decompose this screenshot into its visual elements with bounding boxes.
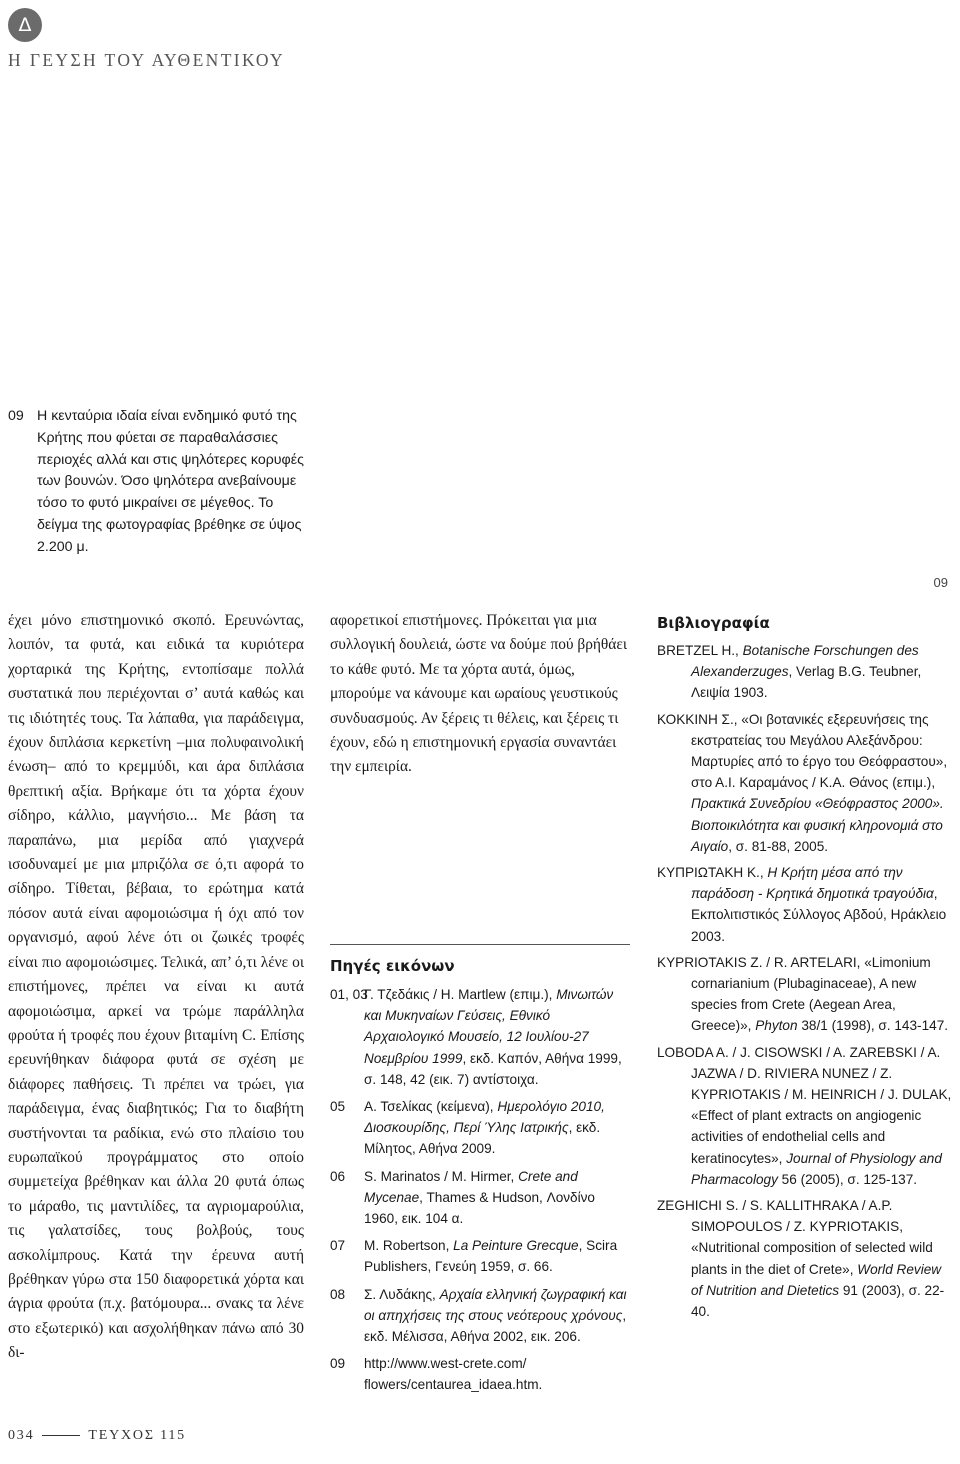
image-caption bbox=[8, 406, 308, 559]
bib-title: Journal of Physiology and Pharmacology bbox=[691, 1150, 942, 1187]
bib-author: ZEGHICHI S. / S. KALLITHRAKA / A.P. SIMOPOULOS / Z. KYPRIOTAKIS, «Nutritional composition of selected wild plants in the diet of Crete», bbox=[657, 1198, 933, 1277]
bib-title: Botanische Forschungen des Alexanderzuges bbox=[691, 643, 919, 680]
source-author: Γ. Τζεδάκις / Η. Martlew (επιμ.), bbox=[364, 987, 553, 1002]
source-title: Ημερολόγιο 2010, Διοσκουρίδης, Περί Ύλης Ιατρικής bbox=[364, 1099, 605, 1136]
source-title: Αρχαία ελληνική ζωγραφική και οι απηχήσεις της στους νεότερους χρόνους bbox=[364, 1286, 627, 1323]
issue-label: ΤΕΥΧΟΣ 115 bbox=[88, 1428, 186, 1443]
source-item bbox=[330, 1235, 630, 1277]
page-number: 034 bbox=[8, 1428, 35, 1443]
source-author: Σ. Λυδάκης, bbox=[364, 1286, 436, 1302]
source-number: 06 bbox=[330, 1168, 346, 1184]
caption-number: 09 bbox=[8, 408, 24, 424]
source-details: , εκδ. Μέλισσα, Αθήνα 2002, εικ. 206. bbox=[364, 1307, 627, 1345]
bib-author: KYPRIOTAKIS Z. / R. ARTELARI, «Limonium cornarianium (Plubaginaceae), A new species from Crete (Aegean Area, Greece)», bbox=[657, 954, 931, 1034]
page-footer bbox=[8, 1428, 186, 1444]
bibliography-item bbox=[657, 640, 953, 704]
bib-author: BRETZEL H., bbox=[657, 643, 739, 658]
footer-dash bbox=[42, 1435, 80, 1436]
body-column-2: αφορετικοί επιστήμονες. Πρόκειται για μια συλλογική δουλειά, ώστε να δούμε πού βρήθάει το κάθε φυτό. Με τα χόρτα αυτά, όμως, μπορούμε να κάνουμε και ωραίους γευστικούς συνδυασμούς. Αν ξέρεις τι θέλεις, και ξέρεις τι έχουν, εδώ η επιστημονική εργασία συναντάει την εμπειρία. bbox=[330, 612, 627, 776]
source-item bbox=[330, 1284, 630, 1348]
bib-details: 91 (2003), σ. 22-40. bbox=[691, 1282, 945, 1320]
source-item bbox=[330, 984, 630, 1090]
bib-title: World Review of Nutrition and Dietetics bbox=[691, 1261, 942, 1298]
bibliography-item bbox=[657, 952, 953, 1037]
source-details: , εκδ. Μίλητος, Αθήνα 2009. bbox=[364, 1120, 601, 1157]
source-author: S. Marinatos / M. Hirmer, bbox=[364, 1168, 515, 1184]
bib-title: Phyton bbox=[755, 1018, 798, 1034]
sources-list bbox=[330, 984, 630, 1402]
bib-details: 38/1 (1998), σ. 143-147. bbox=[797, 1018, 949, 1034]
bib-details: , Εκπολιτιστικός Σύλλογος Αβδού, Ηράκλειο 2003. bbox=[691, 886, 947, 944]
bibliography-item bbox=[657, 709, 953, 857]
sources-heading: Πηγές εικόνων bbox=[330, 957, 455, 975]
bib-author: ΚΟΚΚΙΝΗ Σ., «Οι βοτανικές εξερευνήσεις της εκστρατείας του Μεγάλου Αλεξάνδρου: Μαρτυρίες από το έργο του Θεόφραστου», στο Α.Ι. Καραμάνος / Κ.Α. Θάνος (επιμ.), bbox=[657, 711, 948, 791]
bibliography-item bbox=[657, 862, 953, 947]
source-details: , Thames & Hudson, Λονδίνο 1960, εικ. 104 α. bbox=[364, 1189, 595, 1227]
bib-author: ΚΥΠΡΙΩΤΑΚΗ Κ., bbox=[657, 865, 764, 881]
source-details: , εκδ. Καπόν, Αθήνα 1999, σ. 148, 42 (εικ. 7) αντίστοιχα. bbox=[364, 1050, 622, 1087]
source-details: , Scira Publishers, Γενεύη 1959, σ. 66. bbox=[364, 1238, 618, 1275]
source-number: 07 bbox=[330, 1238, 346, 1254]
source-item bbox=[330, 1096, 630, 1160]
bibliography-item bbox=[657, 1042, 953, 1190]
source-title: Μινωιτών και Μυκηναίων Γεύσεις, Εθνικό Αρχαιολογικό Μουσείο, 12 Ιουλίου-27 Νοεμβρίου 1999 bbox=[364, 987, 614, 1066]
source-number: 09 bbox=[330, 1356, 346, 1372]
section-divider bbox=[330, 944, 630, 945]
source-item bbox=[330, 1353, 630, 1395]
magazine-logo: Δ bbox=[8, 8, 42, 42]
bib-title: Η Κρήτη μέσα από την παράδοση - Κρητικά δημοτικά τραγούδια bbox=[691, 865, 934, 902]
bib-title: Πρακτικά Συνεδρίου «Θεόφραστος 2000». Βιοποικιλότητα και φυσική κληρονομιά στο Αιγαίο bbox=[691, 796, 944, 854]
source-author: Α. Τσελίκας (κείμενα), bbox=[364, 1099, 494, 1115]
source-author: M. Robertson, bbox=[364, 1238, 450, 1254]
image-marker: 09 bbox=[933, 575, 948, 590]
body-column-1: έχει μόνο επιστημονικό σκοπό. Ερευνώντας, λοιπόν, τα φυτά, και ειδικά τα κυριότερα χορταρικά της Κρήτης, εντοπίσαμε πολλά συστατικά που περιέχονται σ’ αυτά καθώς και τις ιδιότητές τους. Τα λάπαθα, για παράδειγμα, έχουν διπλάσια κερκετίνη –μια πολυφαινολική ένωση– από το κρεμμύδι, και άρα διπλάσια θρεπτική αξία. Βρήκαμε ότι τα χόρτα έχουν σίδηρο, κάλλιο, μαγνήσιο... Με βάση τα παραπάνω, μια μερίδα από γιαχνερά ισοδυναμεί με μια μπριζόλα σε ό,τι αφορά το σίδηρο. Τίθεται, βέβαια, το ερώτημα κατά πόσον αυτά είναι αφομοιώσιμα ή όχι από τον οργανισμό, αφού λένε ότι οι ζωικές τροφές είναι πιο αφομοιώσιμες. Τελικά, απ’ ό,τι λένε οι επιστήμονες, πρέπει να είναι κι αυτά αφομοιώσιμα, αρκεί να τρώμε παράλληλα φρούτα ή τροφές που έχουν βιταμίνη C. Επίσης ερευνήθηκαν διάφορα φυτά σε σχέση με διάφορες παθήσεις. Τι πρέπει να τρώει, για παράδειγμα, ένας διαβητικός; Για το διαβήτη συστήνονται τα ραδίκια, ενώ στο πλαίσιο του ευρωπαϊκού προγράμματος στο οποίο συμμετείχα βρέθηκαν και άλλα 20 φυτά όπως το μάραθο, τις μαντιλίδες, τα αγριομαρούλια, τις γαλατσίδες, τους βολβούς, τους ασκολίμπρους. Κατά την έρευνα αυτή βρέθηκαν γύρω στα 150 διαφορετικά χόρτα και άγρια φρούτα (π.χ. βατόμουρα... σνακς τα λένε στο εξωτερικό) και ασχολήθηκαν πάνω από 30 δι- bbox=[8, 612, 304, 1362]
bib-details: 56 (2005), σ. 125-137. bbox=[777, 1171, 918, 1187]
source-number: 05 bbox=[330, 1099, 346, 1115]
source-title: Crete and Mycenae bbox=[364, 1168, 578, 1205]
bib-details: , σ. 81-88, 2005. bbox=[728, 838, 829, 854]
source-number: 08 bbox=[330, 1286, 346, 1302]
source-url: http://www.west-crete.com/ flowers/centaurea_idaea.htm. bbox=[364, 1356, 543, 1393]
bib-details: , Verlag B.G. Teubner, Λειψία 1903. bbox=[691, 664, 922, 701]
bibliography-item bbox=[657, 1195, 953, 1322]
caption-text: Η κενταύρια ιδαία είναι ενδημικό φυτό της Κρήτης που φύεται σε παραθαλάσσιες περιοχές αλλά και στις ψηλότερες κορυφές των βουνών. Όσο ψηλότερα ανεβαίνουμε τόσο το φυτό μικραίνει σε μέγεθος. Το δείγμα της φωτογραφίας βρέθηκε σε ύψος 2.200 μ. bbox=[37, 408, 304, 555]
source-item bbox=[330, 1166, 630, 1230]
source-title: La Peinture Grecque bbox=[453, 1238, 579, 1254]
bib-author: LOBODA A. / J. CISOWSKI / A. ZAREBSKI / A. JAZWA / D. RIVIERA NUNEZ / Z. KYPRIOTAKIS / M. HEINRICH / J. DULAK, «Effect of plant extracts on angiogenic activities of endothelial cells and keratinocytes», bbox=[657, 1044, 952, 1166]
bibliography-list bbox=[657, 640, 953, 1327]
magazine-title: Η ΓΕΥΣΗ ΤΟΥ ΑΥΘΕΝΤΙΚΟΥ bbox=[8, 50, 286, 70]
bibliography-heading: Βιβλιογραφία bbox=[657, 614, 770, 632]
source-number: 01, 03 bbox=[330, 987, 368, 1002]
